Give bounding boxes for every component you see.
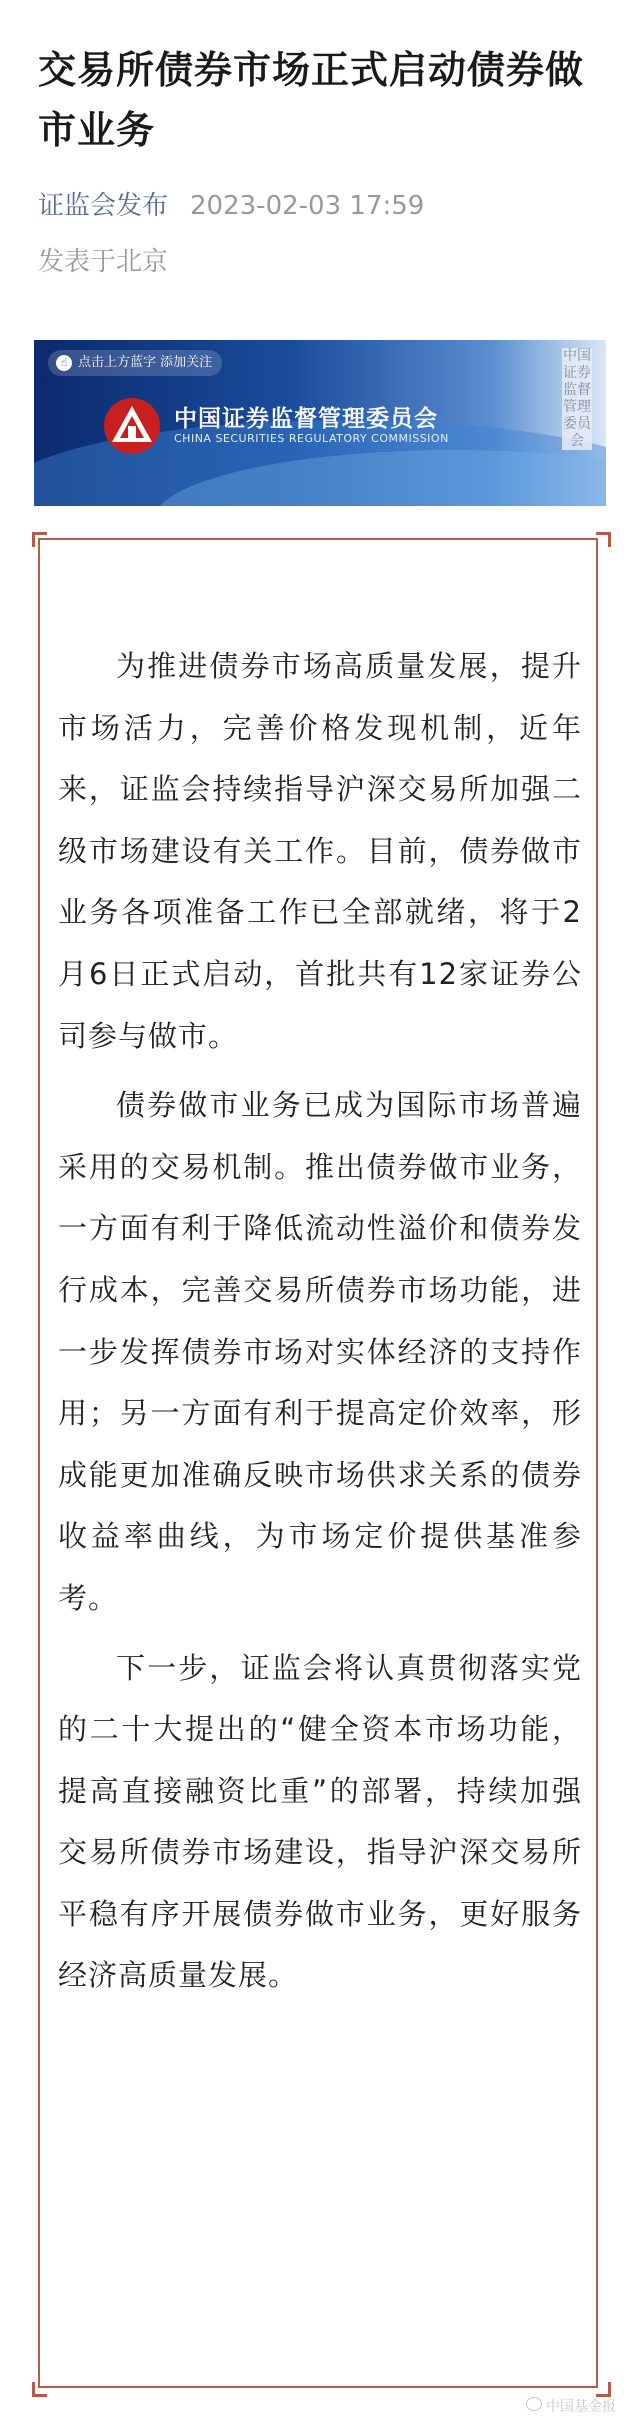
body-paragraph: 债券做市业务已成为国际市场普遍采用的交易机制。推出债券做市业务，一方面有利于降低流动性溢价和债券发行成本，完善交易所债券市场功能，进一步发挥债券市场对实体经济的支持作用；另一方面有利于提高定价效率，形成能更加准确反映市场供求关系的债券收益率曲线，为市场定价提供基准参考。 — [58, 1088, 582, 1615]
account-name-link[interactable]: 证监会发布 — [38, 191, 169, 221]
article-title: 交易所债券市场正式启动债券做市业务 — [38, 48, 585, 152]
body-paragraph: 为推进债券市场高质量发展，提升市场活力，完善价格发现机制，近年来，证监会持续指导沪深交易所加强二级市场建设有关工作。目前，债券做市业务各项准备工作已全部就绪，将于2月6日正式启动，首批共有12家证券公司参与做市。 — [58, 649, 582, 1053]
source-watermark: 中国基金报 — [546, 2399, 616, 2415]
frame-corner — [596, 2382, 611, 2397]
body-paragraph: 下一步，证监会将认真贯彻落实党的二十大提出的“健全资本市场功能，提高直接融资比重”的部署，持续加强交易所债券市场建设，指导沪深交易所平稳有序开展债券做市业务，更好服务经济高质量发展。 — [58, 1650, 582, 1993]
csrc-logo-icon — [102, 396, 162, 456]
frame-corner — [32, 2382, 47, 2397]
header-banner[interactable] — [34, 340, 606, 506]
frame-corner — [32, 532, 47, 547]
follow-hint[interactable] — [48, 350, 222, 376]
publish-datetime: 2023-02-03 17:59 — [190, 191, 425, 221]
vertical-org-plaque: 中国证券监督管理委员会 — [563, 348, 591, 449]
article-body — [58, 636, 582, 2015]
org-name-en: CHINA SECURITIES REGULATORY COMMISSION — [174, 432, 449, 445]
frame-corner — [596, 532, 611, 547]
article-meta — [38, 186, 424, 226]
wechat-icon — [526, 2397, 542, 2411]
publish-location: 发表于北京 — [38, 247, 169, 277]
touch-icon: ☝ — [56, 355, 72, 371]
follow-hint-label: 点击上方蓝字 添加关注 — [78, 355, 213, 370]
org-name-cn: 中国证券监督管理委员会 — [174, 406, 438, 432]
